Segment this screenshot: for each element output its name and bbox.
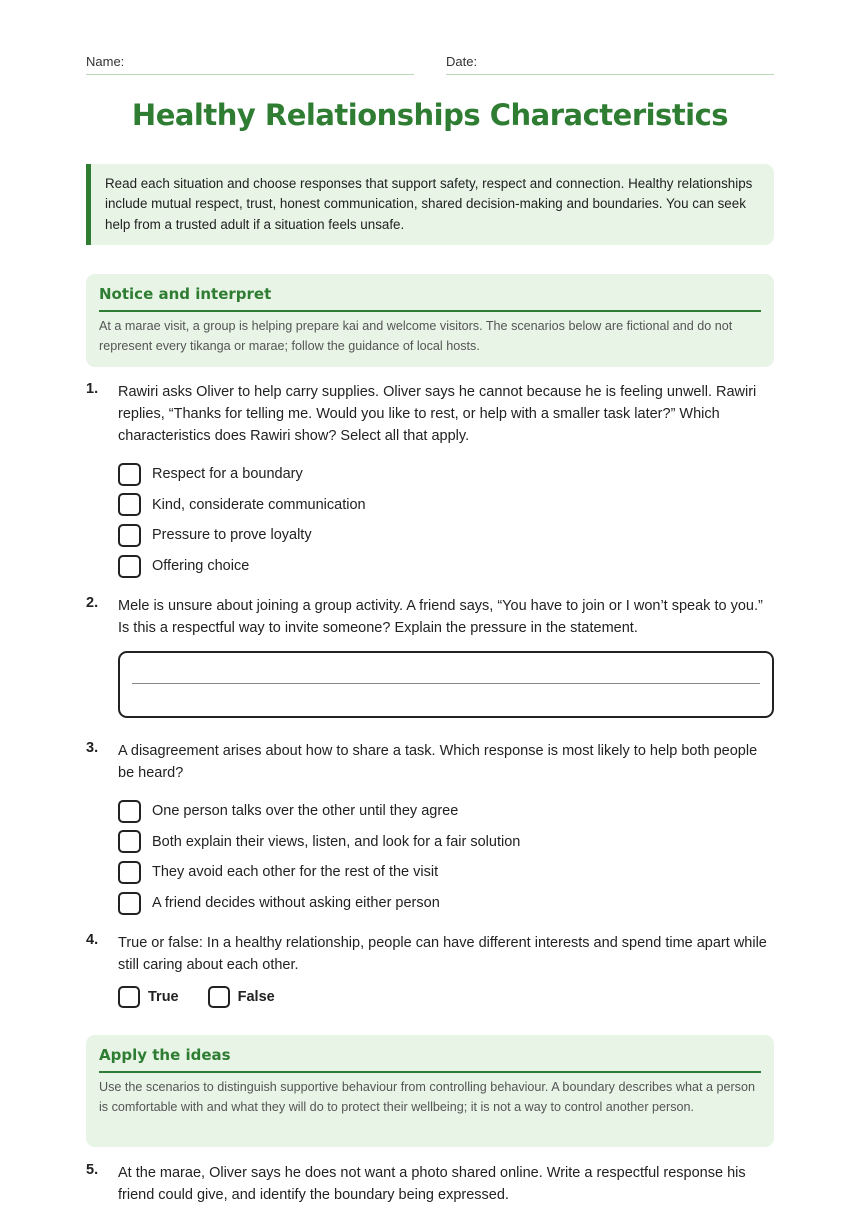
option-label: Pressure to prove loyalty: [152, 527, 312, 544]
question-text: At the marae, Oliver says he does not want a photo shared online. Write a respectful response his friend could give, and identify the boundary being expressed.: [118, 1165, 746, 1203]
option-checkbox[interactable]: [118, 551, 774, 582]
option-label: A friend decides without asking either person: [152, 895, 440, 912]
question-text: Rawiri asks Oliver to help carry supplies. Oliver says he cannot because he is feeling unwell. Rawiri replies, “Thanks for telling me. Would you like to rest, or help with a smaller task later?” Which characteristics does Rawiri show? Select all that apply.: [118, 384, 757, 444]
option-label: One person talks over the other until they agree: [152, 803, 459, 820]
checkbox-icon[interactable]: [118, 861, 141, 884]
option-checkbox[interactable]: [118, 520, 774, 551]
checkbox-icon[interactable]: [118, 892, 141, 915]
section-description: At a marae visit, a group is helping prepare kai and welcome visitors. The scenarios below are fictional and do not represent every tikanga or marae; follow the guidance of local hosts.: [99, 319, 733, 353]
option-label: Respect for a boundary: [152, 466, 303, 483]
question-3: [86, 740, 774, 918]
checkbox-icon[interactable]: [118, 830, 141, 853]
option-label: They avoid each other for the rest of the visit: [152, 864, 439, 881]
answer-box[interactable]: [118, 651, 774, 718]
date-label: Date:: [446, 54, 478, 69]
option-label: Offering choice: [152, 558, 250, 575]
false-label: False: [237, 989, 275, 1005]
option-label: Kind, considerate communication: [152, 496, 366, 513]
section-notice-interpret: [86, 274, 774, 367]
section-heading: Notice and interpret: [99, 285, 761, 312]
answer-line: [132, 683, 760, 684]
true-false-options: [118, 986, 774, 1008]
option-checkbox[interactable]: [118, 459, 774, 490]
question-4: [86, 932, 774, 1008]
false-option[interactable]: [208, 986, 275, 1008]
checkbox-icon[interactable]: [118, 555, 141, 578]
section-apply-ideas: [86, 1035, 774, 1147]
question-text: A disagreement arises about how to share a task. Which response is most likely to help both people be heard?: [118, 743, 758, 781]
option-checkbox[interactable]: [118, 857, 774, 888]
checkbox-icon[interactable]: [118, 800, 141, 823]
intro-callout: Read each situation and choose responses that support safety, respect and connection. Healthy relationships include mutual respect, trust, honest communication, shared decision-making and boundaries. You can seek help from a trusted adult if a situation feels unsafe.: [86, 164, 774, 245]
question-2: [86, 595, 774, 718]
option-checkbox[interactable]: [118, 888, 774, 919]
checkbox-icon[interactable]: [118, 986, 140, 1008]
question-number: 5.: [86, 1162, 99, 1178]
question-5: [86, 1162, 774, 1206]
options-list: [118, 459, 774, 581]
name-field[interactable]: [86, 54, 414, 75]
question-text: True or false: In a healthy relationship, people can have different interests and spend time apart while still caring about each other.: [118, 935, 767, 973]
checkbox-icon[interactable]: [118, 493, 141, 516]
question-number: 2.: [86, 595, 99, 611]
name-label: Name:: [86, 54, 125, 69]
options-list: [118, 796, 774, 918]
checkbox-icon[interactable]: [208, 986, 230, 1008]
true-option[interactable]: [118, 986, 179, 1008]
checkbox-icon[interactable]: [118, 524, 141, 547]
checkbox-icon[interactable]: [118, 463, 141, 486]
option-label: Both explain their views, listen, and look for a fair solution: [152, 833, 521, 850]
question-text: Mele is unsure about joining a group activity. A friend says, “You have to join or I won’t speak to you.” Is this a respectful way to invite someone? Explain the pressure in the statement.: [118, 598, 763, 636]
section-description: Use the scenarios to distinguish supportive behaviour from controlling behaviour. A boundary describes what a person is comfortable with and what they will do to protect their wellbeing; it is not a way to control another person.: [99, 1080, 755, 1114]
date-field[interactable]: [446, 54, 774, 75]
option-checkbox[interactable]: [118, 490, 774, 521]
option-checkbox[interactable]: [118, 796, 774, 827]
option-checkbox[interactable]: [118, 827, 774, 858]
page-title: Healthy Relationships Characteristics: [131, 98, 729, 132]
question-number: 1.: [86, 381, 99, 397]
header-fields: [86, 54, 774, 75]
true-label: True: [148, 989, 179, 1005]
question-number: 3.: [86, 740, 99, 756]
question-number: 4.: [86, 932, 99, 948]
question-1: [86, 381, 774, 581]
section-heading: Apply the ideas: [99, 1046, 761, 1073]
